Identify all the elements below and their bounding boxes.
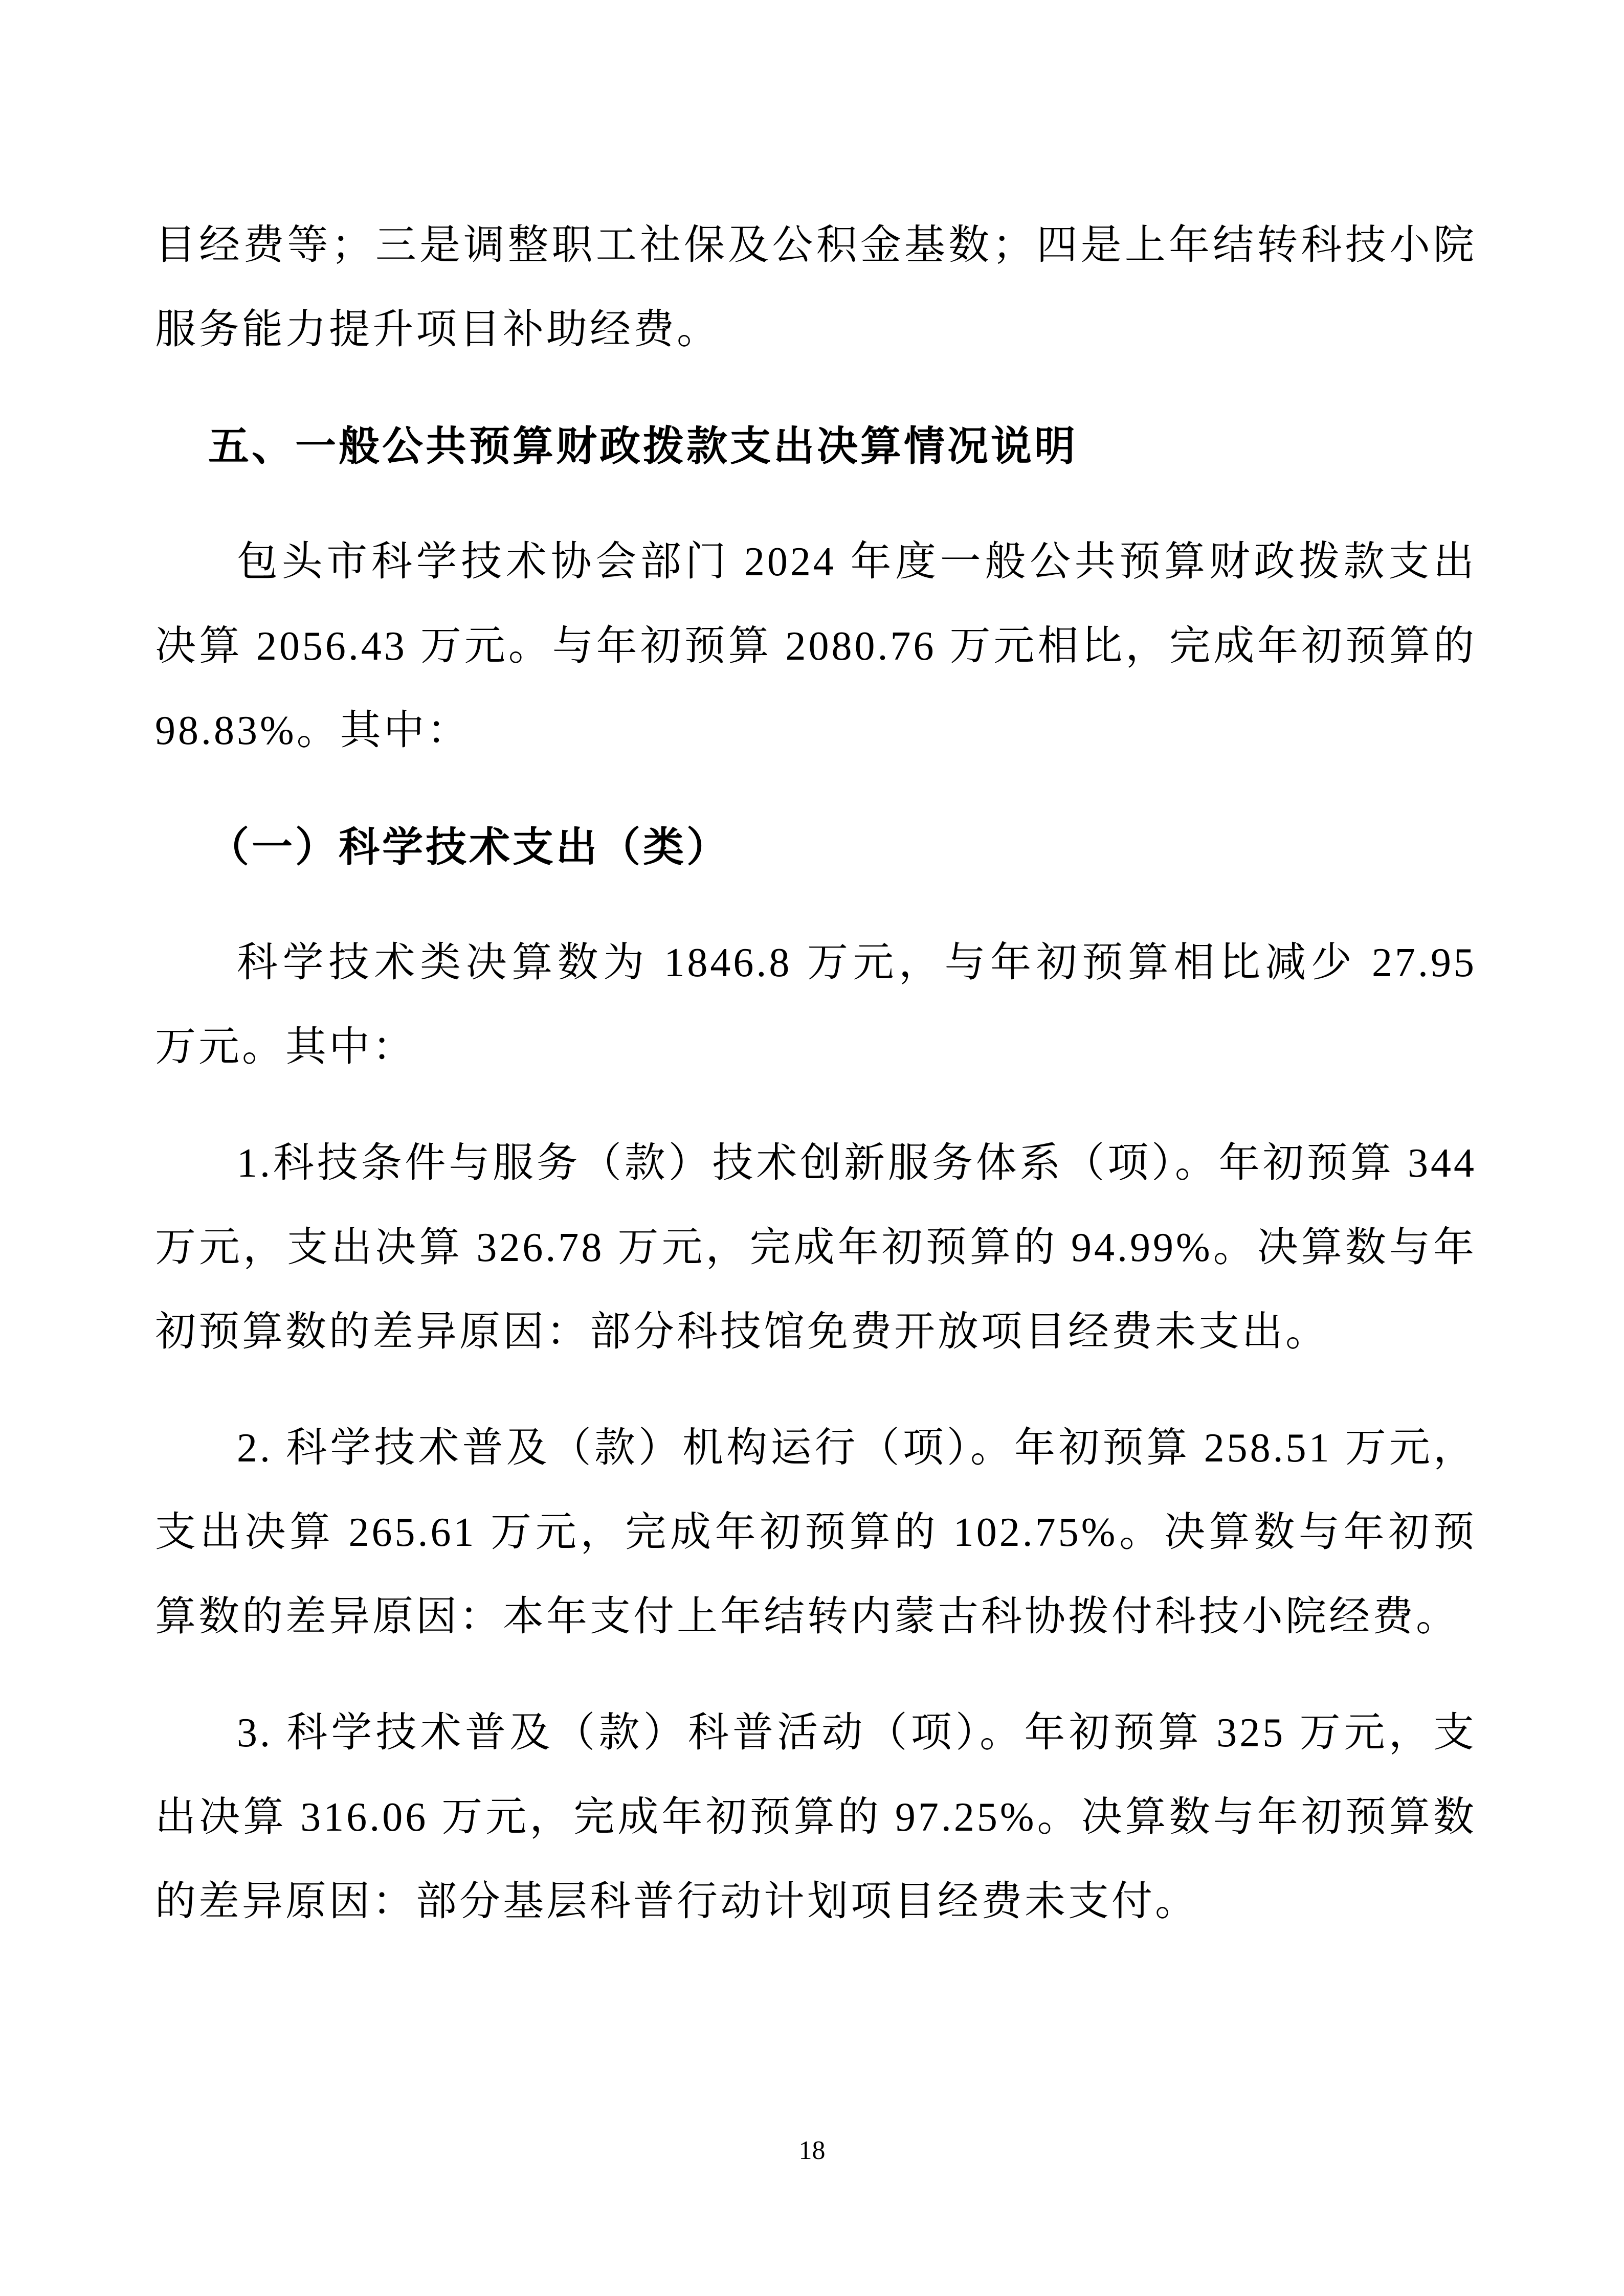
paragraph-continuation: 目经费等；三是调整职工社保及公积金基数；四是上年结转科技小院服务能力提升项目补助经费。	[155, 223, 1477, 352]
subsection1-heading: （一）科学技术支出（类）	[208, 824, 730, 870]
item-paragraph-2: 2. 科学技术普及（款）机构运行（项）。年初预算 258.51 万元，支出决算 265.61 万元，完成年初预算的 102.75%。决算数与年初预算数的差异原因：本年支付上年结转内蒙古科协拨付科技小院经费。	[155, 1426, 1477, 1639]
item-paragraph-3: 3. 科学技术普及（款）科普活动（项）。年初预算 325 万元，支出决算 316.06 万元，完成年初预算的 97.25%。决算数与年初预算数的差异原因：部分基层科普行动计划项目经费未支付。	[155, 1710, 1477, 1924]
page-content	[155, 204, 1477, 1976]
subsection1-intro-paragraph: 科学技术类决算数为 1846.8 万元，与年初预算相比减少 27.95 万元。其中：	[155, 940, 1477, 1070]
section5-intro-paragraph: 包头市科学技术协会部门 2024 年度一般公共预算财政拨款支出决算 2056.43 万元。与年初预算 2080.76 万元相比，完成年初预算的 98.83%。其中：	[155, 539, 1477, 753]
page-number: 18	[798, 2136, 826, 2165]
item-paragraph-1: 1.科技条件与服务（款）技术创新服务体系（项）。年初预算 344 万元，支出决算 326.78 万元，完成年初预算的 94.99%。决算数与年初预算数的差异原因：部分科技馆免费开放项目经费未支出。	[155, 1141, 1477, 1355]
section5-heading: 五、一般公共预算财政拨款支出决算情况说明	[208, 423, 1078, 469]
